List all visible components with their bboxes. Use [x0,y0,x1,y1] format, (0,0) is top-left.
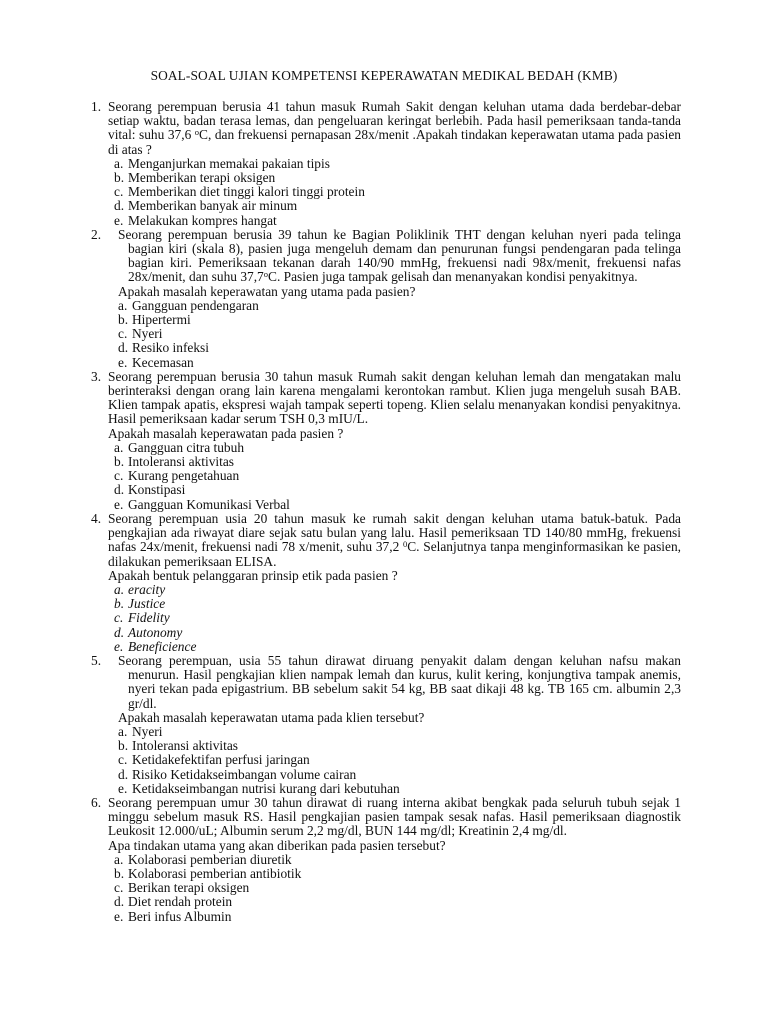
answer-options [108,441,681,512]
option-d: d. Resiko infeksi [118,340,209,356]
option-c: c. Berikan terapi oksigen [114,880,250,896]
question-number: 4. [91,510,102,526]
option-a: a. Gangguan citra tubuh [114,439,245,455]
answer-options [108,583,681,654]
question-prompt: Apakah masalah keperawatan yang utama pada pasien? [118,283,416,299]
option-d: d. Memberikan banyak air minum [114,198,298,214]
option-c: c. Nyeri [118,326,163,342]
option-d: d. Diet rendah protein [114,894,233,910]
option-c: c. Fidelity [114,610,170,626]
question-prompt: Apakah masalah keperawatan utama pada klien tersebut? [118,709,425,725]
option-a: a. Kolaborasi pemberian diuretik [114,851,292,867]
question-prompt: Apakah masalah keperawatan pada pasien ? [108,425,344,441]
option-b: b. Kolaborasi pemberian antibiotik [114,865,302,881]
question-stem: Seorang perempuan berusia 30 tahun masuk Rumah sakit dengan keluhan lemah dan mengatakan malu berinteraksi dengan orang lain karena mengalami kerontokan rambut. Klien juga mengeluh susah BAB. Klien tampak apatis, ekspresi wajah tampak seperti topeng. Klien selalu menanyakan kondisi penyakitnya. Hasil pemeriksaan kadar serum TSH 0,3 mIU/L. [108,368,681,427]
option-a: a. Nyeri [118,723,163,739]
question-1 [91,100,681,228]
option-c: c. Kurang pengetahuan [114,468,240,484]
option-d: d. Risiko Ketidakseimbangan volume cairan [118,766,357,782]
option-e: e. Ketidakseimbangan nutrisi kurang dari kebutuhan [118,780,400,796]
answer-options [118,299,681,370]
question-stem: Seorang perempuan berusia 39 tahun ke Bagian Poliklinik THT dengan keluhan nyeri pada telinga bagian kiri (skala 8), pasien juga mengeluh demam dan penurunan fungsi pendengaran pada telinga bagian kiri. Pemeriksaan tekanan darah 140/90 mmHg, frekuensi nadi 98x/menit, frekuensi nafas 28x/menit, dan suhu 37,7$^o$C. Pasien juga tampak gelisah dan menanyakan kondisi penyakitnya. [118,226,681,285]
question-number: 3. [91,368,102,384]
question-number: 6. [91,794,102,810]
question-stem: Seorang perempuan usia 20 tahun masuk ke rumah sakit dengan keluhan utama batuk-batuk. Pada pengkajian ada riwayat diare sejak satu bulan yang lalu. Hasil pemeriksaan TD 140/80 mmHg, frekuensi nafas 24x/menit, frekuensi nadi 78 x/menit, suhu 37,2 $^0$C. Selanjutnya tanpa menginformasikan ke pasien, dilakukan pemeriksaan ELISA. [108,510,681,569]
question-5 [91,654,681,796]
question-list [91,100,681,924]
question-3 [91,370,681,512]
question-number: 1. [91,99,102,114]
option-b: b. Hipertermi [118,312,191,328]
question-number: 5. [91,652,102,668]
question-number: 2. [91,226,102,242]
answer-options [108,853,681,924]
question-stem: Seorang perempuan umur 30 tahun dirawat di ruang interna akibat bengkak pada seluruh tubuh sejak 1 minggu sebelum masuk RS. Hasil pengkajian pasien tampak sesak nafas. Hasil pemeriksaan diagnostik Leukosit 12.000/uL; Albumin serum 2,2 mg/dl, BUN 144 mg/dl; Kreatinin 2,4 mg/dl. [108,794,681,839]
question-2 [91,228,681,370]
option-b: b. Justice [114,596,166,612]
option-e: e. Gangguan Komunikasi Verbal [114,496,290,512]
question-prompt: Apakah bentuk pelanggaran prinsip etik pada pasien ? [108,567,398,583]
answer-options [108,157,681,228]
option-a: a. eracity [114,581,166,597]
option-b: b. Intoleransi aktivitas [118,738,238,754]
document-title: SOAL-SOAL UJIAN KOMPETENSI KEPERAWATAN MEDIKAL BEDAH (KMB) [150,68,618,83]
option-e: e. Beri infus Albumin [114,908,232,924]
option-a: a. Gangguan pendengaran [118,297,259,313]
question-stem: Seorang perempuan, usia 55 tahun dirawat diruang penyakit dalam dengan keluhan nafsu makan menurun. Hasil pengkajian klien nampak lemah dan kurus, kulit kering, konjungtiva tampak anemis, nyeri tekan pada epigastrium. BB sebelum sakit 54 kg, BB saat dikaji 48 kg. TB 165 cm. albumin 2,3 gr/dl. [118,652,681,711]
option-e: e. Kecemasan [118,354,194,370]
option-c: c. Ketidakefektifan perfusi jaringan [118,752,310,768]
question-4 [91,512,681,654]
option-e: e. Melakukan kompres hangat [114,212,277,228]
option-d: d. Konstipasi [114,482,186,498]
question-stem: Seorang perempuan berusia 41 tahun masuk Rumah Sakit dengan keluhan utama dada berdebar-debar setiap waktu, badan terasa lemas, dan pengeluaran keringat berlebih. Pada hasil pemeriksaan tanda-tanda vital: suhu 37,6 $^o$C, dan frekuensi pernapasan 28x/menit .Apakah tindakan keperawatan utama pada pasien di atas ? [108,99,682,157]
option-b: b. Memberikan terapi oksigen [114,170,276,186]
option-e: e. Beneficience [114,638,197,654]
option-c: c. Memberikan diet tinggi kalori tinggi protein [114,184,365,200]
answer-options [118,725,681,796]
option-b: b. Intoleransi aktivitas [114,454,234,470]
question-6 [91,796,681,924]
option-d: d. Autonomy [114,624,183,640]
option-a: a. Menganjurkan memakai pakaian tipis [114,155,330,171]
question-prompt: Apa tindakan utama yang akan diberikan pada pasien tersebut? [108,837,446,853]
